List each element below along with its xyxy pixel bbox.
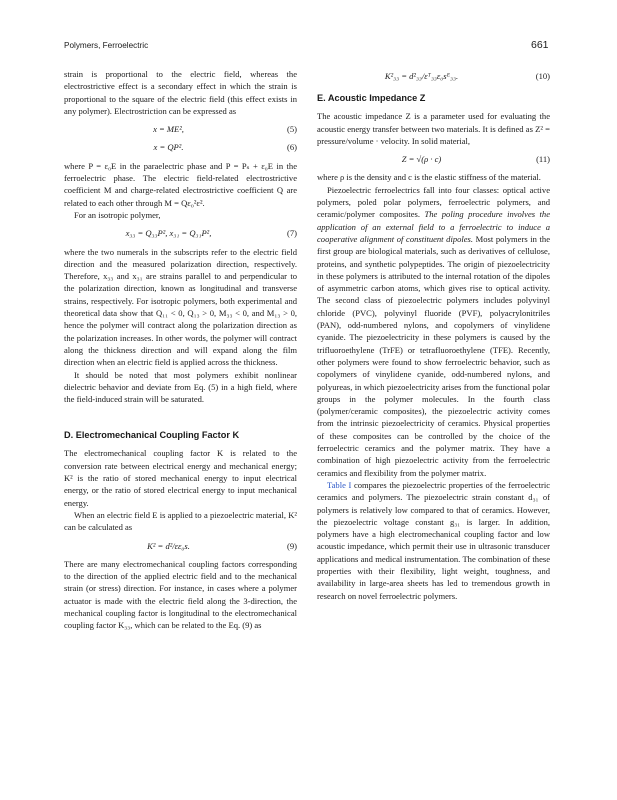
page-number: 661 xyxy=(531,39,549,51)
section-heading-d: D. Electromechanical Coupling Factor K xyxy=(64,430,240,441)
paragraph: where the two numerals in the subscripts refer to the electric field direction and the measured polarization direction, respectively. Therefore, x₃₃ and x₃₁ are strains parallel to and perpendicular to the polarization direction, known as longitudinal and transverse strains, respectively. For isotropic polymers, both experimental and theoretical data show that Q₁₁ < 0, Q₁₃ > 0, M₃₃ < 0, and M₁₃ > 0, hence the polymer will contract along the polarization direction as the polarization increases. In other words, the polymer will contract along the thickness direction and will expand along the film direction when an electric field is applied across the thickness. xyxy=(64,246,297,368)
paragraph: where P = ε₀E in the paraelectric phase and P = Pₛ + ε₀E in the ferroelectric phase. The electric field-related electrostrictive coefficient M and charge-related electrostrictive coefficient Q are related to each other through M = Qε₀²ε². xyxy=(64,160,297,208)
equation-number: (11) xyxy=(536,154,550,165)
paragraph: The electromechanical coupling factor K is related to the conversion rate between electrical energy and mechanical energy; K² is the ratio of stored mechanical energy to input electrical energy, or the ratio of stored electrical energy to input mechanical energy. xyxy=(64,448,297,508)
equation-10 xyxy=(317,70,550,82)
equation-body: K²₃₃ = d²₃₃/εᵀ₃₃ε₀sᴱ₃₃. xyxy=(384,71,459,81)
emphasis-text: The poling procedure involves the application of an external field to a ferroelectric to induce a cooperative alignment of constituent dipoles. xyxy=(317,209,550,244)
paragraph: The acoustic impedance Z is a parameter used for evaluating the acoustic energy transfer between two materials. It is defined as Z² = pressure/volume · velocity. In solid material, xyxy=(317,111,550,146)
running-title: Polymers, Ferroelectric xyxy=(64,41,149,50)
section-heading-e: E. Acoustic Impedance Z xyxy=(317,93,426,104)
paragraph xyxy=(317,479,550,602)
equation-body: x = ME², xyxy=(153,124,184,135)
equation-11 xyxy=(317,153,550,165)
paragraph: strain is proportional to the electric field, whereas the electrostrictive effect is a secondary effect in which the strain is proportional to the square of the electric field (this effect exists in any polymer). Electrostriction can be expressed as xyxy=(64,69,297,116)
equation-body: Z = √(ρ · c) xyxy=(401,154,442,165)
equation-body: K² = d²/εε₀s. xyxy=(147,540,190,551)
equation-body: x = QP². xyxy=(153,142,184,153)
equation-9 xyxy=(64,540,297,552)
equation-number: (7) xyxy=(287,228,297,239)
paragraph: There are many electromechanical coupling factors corresponding to the direction of the applied electric field and to the mechanical strain (or stress) direction. For instance, in cases where a polymer actuator is made with the electric field along the 3-direction, the mechanical coupling factor is longitudinal to the electromechanical coupling factor K₃₃, which can be related to the Eq. (9) as xyxy=(64,558,297,631)
table-i-link[interactable]: Table I xyxy=(327,479,352,490)
equation-number: (6) xyxy=(287,142,297,153)
text-run: compares the piezoelectric properties of the ferroelectric ceramics and polymers. The piezoelectric strain constant d₃₁ of polymers is relatively low compared to that of ceramics. However, the piezoelectric voltage constant g₃₁ is larger. In addition, polymers have a high electromechanical coupling factor and low acoustic impedance, which permit their use in ultrasonic transducer applications and medical instrumentation. The combination of these properties with their flexibility, light weight, toughness, and availability in large-area sheets has led to tremendous growth in research on novel ferroelectric polymers. xyxy=(317,479,550,601)
equation-5 xyxy=(64,123,297,135)
equation-number: (9) xyxy=(287,540,297,551)
equation-body: x₃₃ = Q₃₃P², x₃₁ = Q₃₁P², xyxy=(125,228,212,239)
left-column xyxy=(64,68,297,632)
paragraph: When an electric field E is applied to a piezoelectric material, K² can be calculated as xyxy=(64,509,297,533)
paragraph xyxy=(317,184,550,479)
equation-number: (5) xyxy=(287,124,297,135)
paragraph: It should be noted that most polymers exhibit nonlinear dielectric behavior and deviate from Eq. (5) in a high field, where the field-induced strain will be saturated. xyxy=(64,369,297,405)
equation-7 xyxy=(64,227,297,239)
equation-number: (10) xyxy=(535,71,550,81)
text-run: Most polymers in the first group are biological materials, such as derivatives of cellulose, proteins, and synthetic polypeptides. The origin of piezoelectricity in these polymers is attributed to the internal rotation of the dipoles of asymmetric carbon atoms, which gives rise to optical activity. The second class of piezoelectric polymers includes polyvinyl chloride (PVC), polyvinyl fluoride (PVF), polyacrylonitriles (PAN), odd-numbered nylons, and copolymers of vinylidene cyanide. The piezoelectricity in these polymers is caused by the trifluoroethylene (TrFE) or tetrafluoroethylene (TFE). Recently, other polymers were found to show ferroelectric behavior, such as copolymers of vinylidene cyanide, odd-numbered nylons, and polyureas, in which piezoelectricity arises from the functional polar groups in the polymer molecules. In the fourth class (polymer/ceramic composites), the piezoelectric activity comes from the intrinsic piezoelectricity of ceramics. Physical properties of these composites can be controlled by the choice of the ferroelectric ceramics and the polymer matrix. They have a combination of high piezoelectric activity from the ferroelectric ceramics and flexibility from the polymer matrix. xyxy=(317,233,550,478)
right-column xyxy=(317,64,550,602)
paragraph: where ρ is the density and c is the elastic stiffness of the material. xyxy=(317,172,541,183)
paragraph: For an isotropic polymer, xyxy=(74,209,161,220)
equation-6 xyxy=(64,141,297,153)
text-run: Piezoelectric ferroelectrics fall into four classes: optical active polymers, poled polar polymers, ferroelectric polymers, and ceramic/polymer composites. xyxy=(317,184,550,220)
